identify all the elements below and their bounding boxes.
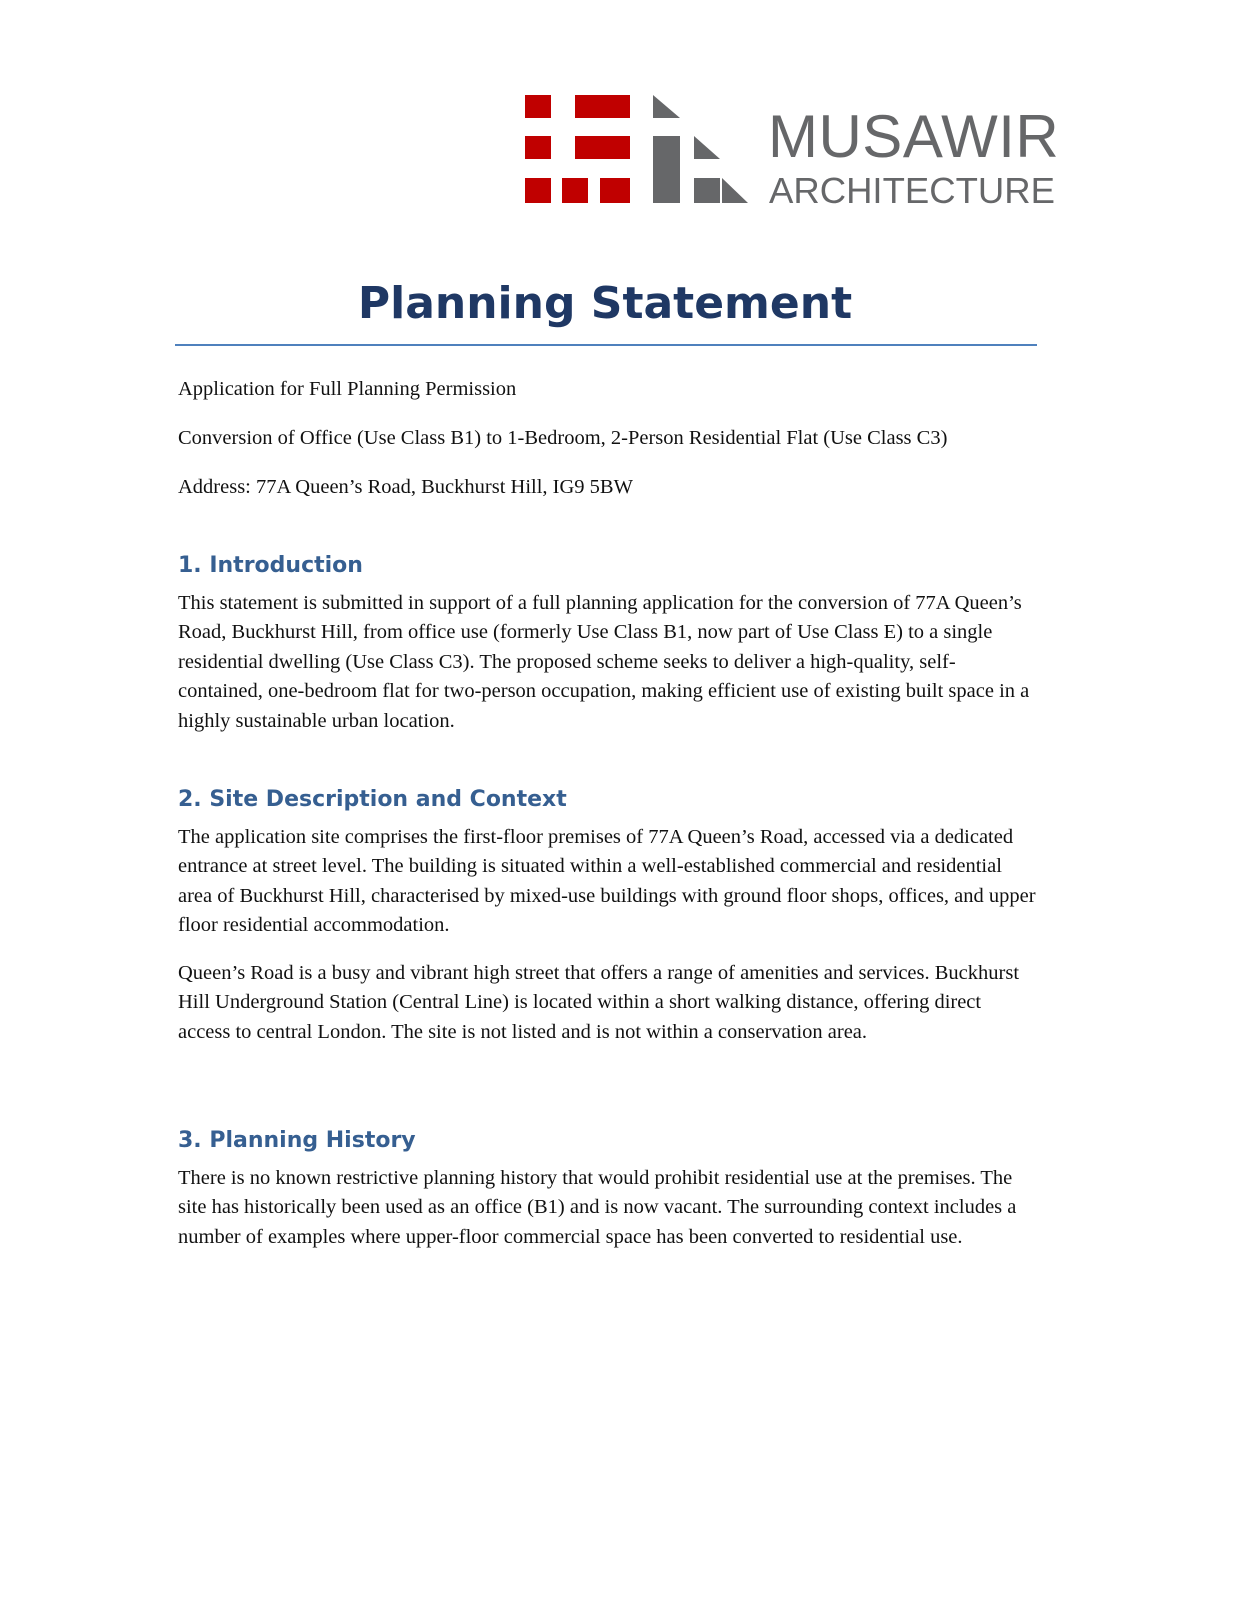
site-address: Address: 77A Queen’s Road, Buckhurst Hill, IG9 5BW (178, 476, 633, 498)
section-heading-planning-history: 3. Planning History (178, 1128, 416, 1153)
paragraph: There is no known restrictive planning history that would prohibit residential use at the premises. The site has historically been used as an office (B1) and is now vacant. The surrounding context includes a number of examples where upper-floor commercial space has been converted to residential use. (178, 1167, 1017, 1248)
section-heading-site-description: 2. Site Description and Context (178, 787, 567, 812)
company-logo (0, 0, 1236, 230)
paragraph: The application site comprises the first-floor premises of 77A Queen’s Road, accessed via a dedicated entrance at street level. The building is situated within a well-established commercial and residential area of Buckhurst Hill, characterised by mixed-use buildings with ground floor shops, offices, and upper floor residential accommodation. (178, 826, 1036, 937)
page-title: Planning Statement (357, 278, 853, 329)
application-type: Application for Full Planning Permission (178, 378, 517, 400)
logo-subtitle: ARCHITECTURE (769, 170, 1055, 211)
paragraph: Queen’s Road is a busy and vibrant high street that offers a range of amenities and services. Buckhurst Hill Underground Station (Central Line) is located within a short walking distance, offering direct access to central London. The site is not listed and is not within a conservation area. (178, 962, 1020, 1043)
paragraph: This statement is submitted in support of a full planning application for the conversion of 77A Queen’s Road, Buckhurst Hill, from office use (formerly Use Class B1, now part of Use Class E) to a single residential dwelling (Use Class C3). The proposed scheme seeks to deliver a high-quality, self-contained, one-bedroom flat for two-person occupation, making efficient use of existing built space in a highly sustainable urban location. (178, 592, 1030, 732)
logo-name: MUSAWIR (768, 103, 1060, 170)
proposal-description: Conversion of Office (Use Class B1) to 1-Bedroom, 2-Person Residential Flat (Use Class C3) (178, 427, 948, 449)
title-divider (175, 344, 1037, 346)
section-heading-introduction: 1. Introduction (178, 553, 363, 578)
